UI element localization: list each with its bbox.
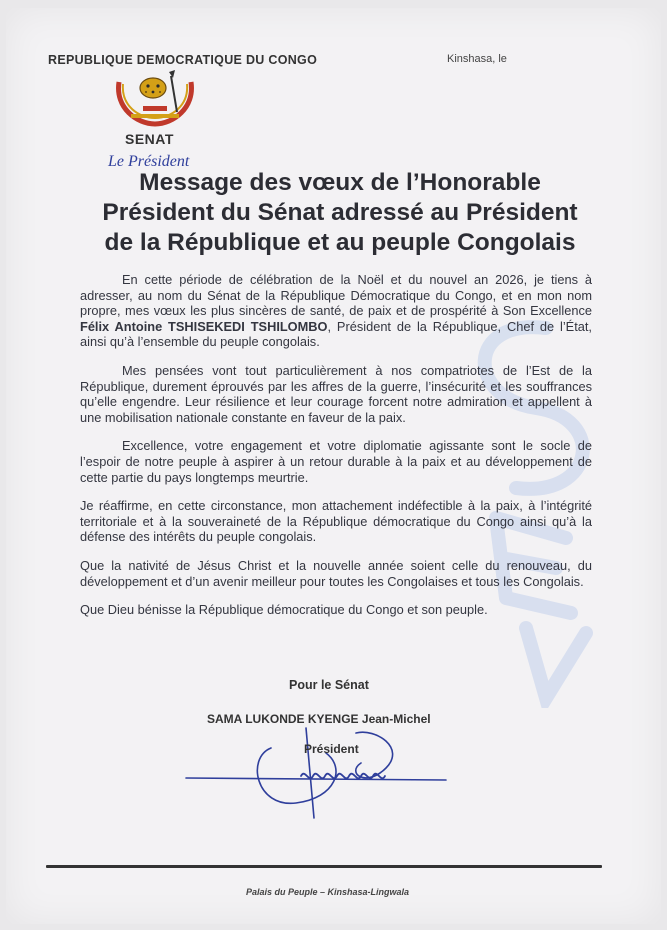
title-line: de la République et au peuple Congolais bbox=[104, 229, 576, 256]
city-date: Kinshasa, le bbox=[447, 53, 507, 65]
footer-divider bbox=[46, 865, 602, 868]
letter-page bbox=[6, 8, 661, 924]
title-line: Message des vœux de l’Honorable bbox=[139, 169, 541, 196]
paragraph: Je réaffirme, en cette circonstance, mon attachement indéfectible à la paix, à l’intégrité territoriale et à la souveraineté de la République démocratique du Congo ainsi qu’à la défense des intérêts du peuple congolais. bbox=[80, 498, 592, 545]
president-name: Félix Antoine TSHISEKEDI TSHILOMBO bbox=[80, 318, 328, 334]
handwritten-signature bbox=[176, 708, 476, 828]
senate-coat-of-arms-icon bbox=[113, 68, 197, 128]
country-header: REPUBLIQUE DEMOCRATIQUE DU CONGO bbox=[48, 53, 318, 67]
paragraph: Excellence, votre engagement et votre diplomatie agissante sont le socle de l’espoir de notre peuple à aspirer à un retour durable à la paix et au développement de cette partie du pays longtemps meurtrie. bbox=[80, 438, 592, 485]
president-handwritten-title: Le Président bbox=[108, 153, 190, 170]
paragraph bbox=[80, 272, 592, 350]
signature-for-label: Pour le Sénat bbox=[289, 678, 369, 692]
paragraph-text: , Président de la République, Chef de l’État, ainsi qu’à l’ensemble du peuple congolais. bbox=[80, 318, 592, 350]
letter-body bbox=[80, 272, 592, 618]
document-title bbox=[80, 168, 600, 258]
paragraph: Que Dieu bénisse la République démocratique du Congo et son peuple. bbox=[80, 602, 488, 618]
paragraph: Mes pensées vont tout particulièrement à nos compatriotes de l’Est de la République, durement éprouvés par les affres de la guerre, l’insécurité et les souffrances qu’elle engendre. Leur résilience et leur courage forcent notre admiration et appellent à une mobilisation nationale constante en faveur de la paix. bbox=[80, 362, 592, 425]
signatory-role: Président bbox=[304, 742, 359, 756]
paragraph-text: En cette période de célébration de la Noël et du nouvel an 2026, je tiens à adresser, au nom du Sénat de la République Démocratique du Congo, et en mon nom propre, mes vœux les plus sincères de santé, de paix et de prospérité à Son Excellence bbox=[80, 272, 592, 319]
title-line: Président du Sénat adressé au Président bbox=[102, 199, 578, 226]
footer-address: Palais du Peuple – Kinshasa-Lingwala bbox=[246, 887, 410, 897]
paragraph: Que la nativité de Jésus Christ et la nouvelle année soient celle du renouveau, du développement et d’un avenir meilleur pour toutes les Congolaises et tous les Congolais. bbox=[80, 557, 592, 589]
institution-name: SENAT bbox=[125, 131, 174, 147]
signatory-name: SAMA LUKONDE KYENGE Jean-Michel bbox=[207, 712, 431, 726]
